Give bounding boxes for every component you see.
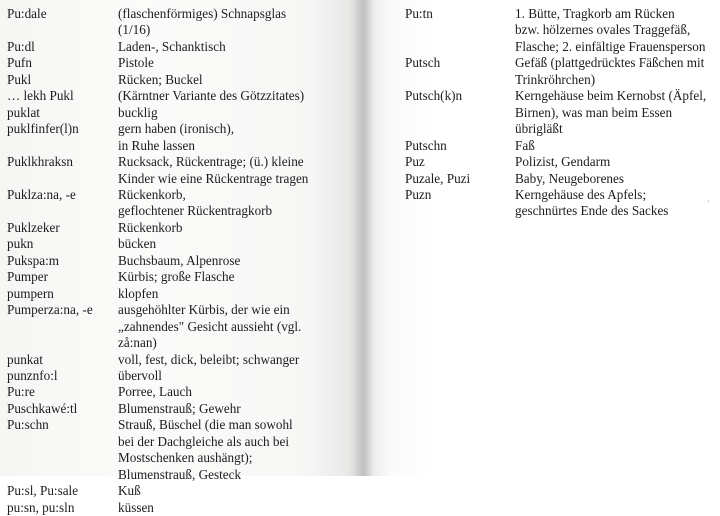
definition-line: Rucksack, Rückentrage; (ü.) kleine bbox=[118, 154, 304, 170]
entry-headword: Puklza:na, -e bbox=[7, 186, 76, 202]
entry-headword: Pu:re bbox=[7, 384, 35, 400]
definition-line: in Ruhe lassen bbox=[118, 137, 195, 153]
entry-headword: pukn bbox=[7, 236, 34, 252]
definition-line: Kerngehäuse des Apfels; bbox=[515, 186, 647, 202]
entry-headword: Pu:sl, Pu:sale bbox=[7, 483, 79, 499]
entry-definition bbox=[118, 6, 286, 39]
definition-line: Kinder wie eine Rückentrage tragen bbox=[118, 170, 309, 186]
definition-line: Blumenstrauß, Gesteck bbox=[118, 466, 242, 482]
entry-definition bbox=[515, 154, 610, 170]
dictionary-entry bbox=[7, 88, 308, 104]
entry-headword: pu:sn, pu:sln bbox=[7, 499, 75, 515]
entry-headword: Puzn bbox=[405, 186, 432, 202]
entry-headword: Pukspa:m bbox=[7, 252, 60, 268]
entry-headword: punkat bbox=[7, 351, 43, 367]
dictionary-entry bbox=[7, 368, 308, 384]
entry-headword: Putschn bbox=[405, 137, 447, 153]
definition-line: Faß bbox=[515, 137, 535, 153]
definition-line: bzw. hölzernes ovales Traggefäß, bbox=[515, 22, 691, 38]
dictionary-entry bbox=[7, 352, 308, 368]
dictionary-entry bbox=[405, 55, 706, 88]
entry-definition bbox=[515, 187, 668, 220]
paper-speck bbox=[708, 200, 709, 202]
dictionary-entry bbox=[405, 88, 706, 137]
left-entry-list bbox=[7, 6, 308, 516]
definition-line: bücken bbox=[118, 236, 157, 252]
definition-line: Strauß, Büschel (die man sowohl bbox=[118, 417, 293, 433]
definition-line: (Kärntner Variante des Götzzitates) bbox=[118, 88, 305, 104]
definition-line: (flaschenförmiges) Schnapsglas bbox=[118, 6, 287, 21]
definition-line: zå:nan) bbox=[118, 335, 157, 351]
entry-headword: Puschkawé:tl bbox=[7, 400, 78, 416]
definition-line: Gefäß (plattgedrücktes Fäßchen mit bbox=[515, 55, 705, 71]
dictionary-entry bbox=[7, 500, 308, 516]
definition-line: Mostschenken aushängt); bbox=[118, 450, 253, 466]
entry-headword: Pu:dl bbox=[7, 38, 35, 54]
definition-line: 1. Bütte, Tragkorb am Rücken bbox=[515, 6, 675, 21]
entry-definition bbox=[118, 368, 162, 384]
dictionary-entry bbox=[7, 236, 308, 252]
definition-line: Rückenkorb, bbox=[118, 186, 186, 202]
dictionary-entry bbox=[7, 39, 308, 55]
entry-definition bbox=[118, 253, 240, 269]
entry-definition bbox=[118, 417, 293, 483]
entry-definition bbox=[118, 121, 234, 154]
definition-line: Buchsbaum, Alpenrose bbox=[118, 252, 241, 268]
dictionary-entry bbox=[405, 171, 706, 187]
dictionary-entry bbox=[405, 154, 706, 170]
dictionary-entry bbox=[7, 401, 308, 417]
definition-line: Flasche; 2. einfältige Frauensperson bbox=[515, 38, 706, 54]
definition-line: übrigläßt bbox=[515, 121, 563, 137]
entry-definition bbox=[515, 88, 706, 137]
entry-definition bbox=[118, 154, 308, 187]
definition-line: geflochtener Rückentragkorb bbox=[118, 203, 273, 219]
definition-line: bei der Dachgleiche als auch bei bbox=[118, 433, 289, 449]
definition-line: Rücken; Buckel bbox=[118, 71, 203, 87]
definition-line: bucklig bbox=[118, 104, 158, 120]
dictionary-entry bbox=[7, 417, 308, 483]
dictionary-entry bbox=[7, 121, 308, 154]
dictionary-entry bbox=[405, 187, 706, 220]
dictionary-entry bbox=[7, 286, 308, 302]
dictionary-entry bbox=[7, 302, 308, 351]
entry-definition bbox=[118, 401, 241, 417]
definition-line: (1/16) bbox=[118, 22, 151, 38]
entry-definition bbox=[118, 105, 158, 121]
dictionary-entry bbox=[7, 253, 308, 269]
entry-headword: punznfo:l bbox=[7, 367, 58, 383]
definition-line: Kürbis; große Flasche bbox=[118, 269, 235, 285]
entry-headword: Pu:tn bbox=[405, 6, 433, 21]
entry-headword: Pu:dale bbox=[7, 6, 47, 21]
entry-headword: Puzale, Puzi bbox=[405, 170, 471, 186]
entry-definition bbox=[118, 236, 156, 252]
entry-definition bbox=[118, 352, 299, 368]
entry-headword: Puklkhraksn bbox=[7, 154, 73, 170]
definition-line: gern haben (ironisch), bbox=[118, 121, 235, 137]
right-page bbox=[362, 0, 720, 476]
entry-definition bbox=[118, 39, 226, 55]
entry-definition bbox=[118, 220, 182, 236]
entry-headword: Pumperza:na, -e bbox=[7, 302, 93, 318]
entry-definition bbox=[118, 302, 301, 351]
entry-definition bbox=[515, 171, 624, 187]
entry-headword: puklat bbox=[7, 104, 40, 120]
dictionary-entry bbox=[405, 138, 706, 154]
entry-definition bbox=[515, 55, 704, 88]
entry-definition bbox=[515, 138, 535, 154]
dictionary-entry bbox=[7, 483, 308, 499]
definition-line: Birnen), was man beim Essen bbox=[515, 104, 673, 120]
definition-line: voll, fest, dick, beleibt; schwanger bbox=[118, 351, 300, 367]
definition-line: ausgehöhlter Kürbis, der wie ein bbox=[118, 302, 290, 318]
definition-line: Rückenkorb bbox=[118, 219, 183, 235]
entry-definition bbox=[118, 187, 272, 220]
entry-headword: Putsch bbox=[405, 55, 441, 71]
entry-headword: Pukl bbox=[7, 71, 32, 87]
definition-line: Polizist, Gendarm bbox=[515, 154, 611, 170]
entry-definition bbox=[118, 88, 304, 104]
dictionary-entry bbox=[7, 105, 308, 121]
right-entry-list bbox=[405, 6, 706, 220]
definition-line: Pistole bbox=[118, 55, 154, 71]
entry-definition bbox=[118, 500, 154, 516]
dictionary-entry bbox=[7, 269, 308, 285]
entry-headword: puklfinfer(l)n bbox=[7, 121, 79, 137]
entry-headword: Putsch(k)n bbox=[405, 88, 463, 104]
entry-headword: … lekh Pukl bbox=[7, 88, 74, 104]
entry-headword: Puklzeker bbox=[7, 219, 60, 235]
dictionary-entry bbox=[7, 384, 308, 400]
definition-line: Laden-, Schanktisch bbox=[118, 38, 226, 54]
definition-line: Kuß bbox=[118, 483, 141, 499]
definition-line: Baby, Neugeborenes bbox=[515, 170, 625, 186]
entry-headword: Pufn bbox=[7, 55, 32, 71]
dictionary-entry bbox=[7, 154, 308, 187]
definition-line: geschnürtes Ende des Sackes bbox=[515, 203, 669, 219]
dictionary-entry bbox=[7, 187, 308, 220]
entry-definition bbox=[118, 286, 158, 302]
entry-headword: Puz bbox=[405, 154, 425, 170]
entry-headword: Pu:schn bbox=[7, 417, 49, 433]
entry-definition bbox=[118, 72, 203, 88]
definition-line: Kerngehäuse beim Kernobst (Äpfel, bbox=[515, 88, 707, 104]
dictionary-entry bbox=[7, 220, 308, 236]
definition-line: klopfen bbox=[118, 285, 159, 301]
definition-line: übervoll bbox=[118, 367, 162, 383]
entry-definition bbox=[118, 269, 234, 285]
definition-line: Porree, Lauch bbox=[118, 384, 192, 400]
definition-line: „zahnendes" Gesicht aussieht (vgl. bbox=[118, 318, 302, 334]
dictionary-entry bbox=[7, 6, 308, 39]
dictionary-entry bbox=[7, 72, 308, 88]
entry-headword: Pumper bbox=[7, 269, 49, 285]
entry-definition bbox=[118, 384, 192, 400]
entry-definition bbox=[118, 55, 154, 71]
definition-line: Trinkröhrchen) bbox=[515, 71, 596, 87]
dictionary-entry bbox=[405, 6, 706, 55]
entry-definition bbox=[515, 6, 705, 55]
dictionary-entry bbox=[7, 55, 308, 71]
entry-definition bbox=[118, 483, 141, 499]
definition-line: Blumenstrauß; Gewehr bbox=[118, 400, 241, 416]
definition-line: küssen bbox=[118, 499, 154, 515]
entry-headword: pumpern bbox=[7, 285, 54, 301]
